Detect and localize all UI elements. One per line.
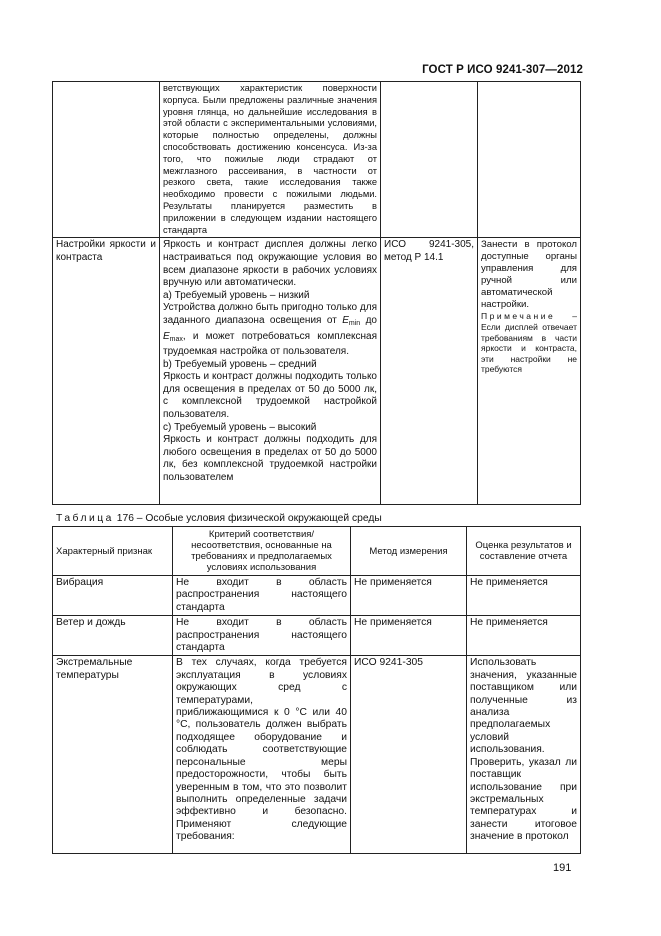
feature-cell bbox=[53, 82, 160, 238]
level-c-text: Яркость и контраст должны подходить для любого освещения в пределах от 50 до 5000 лк, без комплексной трудоемкой настройки пользователем bbox=[163, 434, 377, 484]
page-number: 191 bbox=[553, 862, 572, 874]
criteria-cell: Не входит в область распространения настоящего стандарта bbox=[173, 576, 351, 616]
report-cell: Использовать значения, указанные поставщиком или полученные из анализа предполагаемых условий использования. Проверить, указал ли поставщик использование при экстремальных температурах и занести итоговое значение в протокол bbox=[467, 656, 581, 854]
table-row bbox=[53, 82, 581, 238]
method-cell: Не применяется bbox=[351, 616, 467, 656]
feature-cell: Экстремальные температуры bbox=[53, 656, 173, 854]
report-cell: Не применяется bbox=[467, 576, 581, 616]
report-text: Занести в протокол доступные органы управления для ручной или автоматической настройки. bbox=[481, 239, 577, 311]
feature-cell: Вибрация bbox=[53, 576, 173, 616]
report-cell bbox=[478, 238, 581, 505]
column-header: Критерий соответствия/несоответствия, основанные на требованиях и предполагаемых условиях использования bbox=[173, 527, 351, 576]
report-cell: Не применяется bbox=[467, 616, 581, 656]
feature-cell: Ветер и дождь bbox=[53, 616, 173, 656]
column-header: Метод измерения bbox=[351, 527, 467, 576]
table-header-row bbox=[53, 527, 581, 576]
feature-name: Настройки яркости и контраста bbox=[56, 239, 156, 263]
method-text: ИСО 9241-305, метод Р 14.1 bbox=[384, 239, 474, 263]
table-row bbox=[53, 238, 581, 505]
caption-label: Таблица bbox=[56, 513, 114, 524]
caption-text: 176 – Особые условия физической окружающей среды bbox=[116, 513, 382, 524]
level-a-title: а) Требуемый уровень – низкий bbox=[163, 289, 310, 301]
criteria-cell: ветствующих характеристик поверхности корпуса. Были предложены различные значения уровня глянца, но дальнейшие исследования в этой области с экспериментальными условиями, которые полностью определены, должны способствовать достижению консенсуса. Из-за того, что пожилые люди страдают от межглазного рассеивания, в частности от резкого света, такие исследования также необходимо провести с пожилыми людьми. Результаты планируется разместить в приложении в следующем издании настоящего стандарта bbox=[160, 82, 381, 238]
criteria-cell bbox=[160, 238, 381, 505]
criteria-cell: В тех случаях, когда требуется эксплуатация в условиях окружающих сред с температурами, приближающимися к 0 °С или 40 °С, пользователь должен выбрать подходящее оборудование и соблюдать соответствующие персональные меры предосторожности, чтобы быть уверенным в том, что это позволит выполнить определенные задачи эффективно и безопасно. Применяют следующие требования: bbox=[173, 656, 351, 854]
level-c-title: c) Требуемый уровень – высокий bbox=[163, 421, 317, 433]
level-b-text: Яркость и контраст должны подходить только для освещения в пределах от 50 до 5000 лк, с комплексной трудоемкой настройкой пользователя. bbox=[163, 371, 377, 421]
report-note: Примечание – Если дисплей отвечает требованиям в части яркости и контраста, эти настройки не требуются bbox=[481, 311, 577, 375]
criteria-intro: Яркость и контраст дисплея должны легко настраиваться под окружающие условия во всем диапазоне яркости в рабочих условиях вручную или автоматически. bbox=[163, 239, 377, 289]
requirements-table-continued bbox=[52, 81, 581, 505]
criteria-cell: Не входит в область распространения настоящего стандарта bbox=[173, 616, 351, 656]
table-row bbox=[53, 616, 581, 656]
method-cell: Не применяется bbox=[351, 576, 467, 616]
environment-conditions-table bbox=[52, 526, 581, 854]
feature-cell bbox=[53, 238, 160, 505]
column-header: Оценка результатов и составление отчета bbox=[467, 527, 581, 576]
method-cell bbox=[381, 82, 478, 238]
column-header: Характерный признак bbox=[53, 527, 173, 576]
table-row bbox=[53, 576, 581, 616]
level-a-text: Устройства должно быть пригодно только для заданного диапазона освещения от $E_{min}$ до $E_{max}$, и может потребоваться комплексная трудоемкая настройка от пользователя. bbox=[163, 302, 377, 358]
standard-header: ГОСТ Р ИСО 9241-307—2012 bbox=[422, 64, 583, 76]
method-cell bbox=[381, 238, 478, 505]
method-cell: ИСО 9241-305 bbox=[351, 656, 467, 854]
level-b-title: b) Требуемый уровень – средний bbox=[163, 358, 317, 370]
report-cell bbox=[478, 82, 581, 238]
table-caption bbox=[56, 513, 382, 524]
table-row bbox=[53, 656, 581, 854]
